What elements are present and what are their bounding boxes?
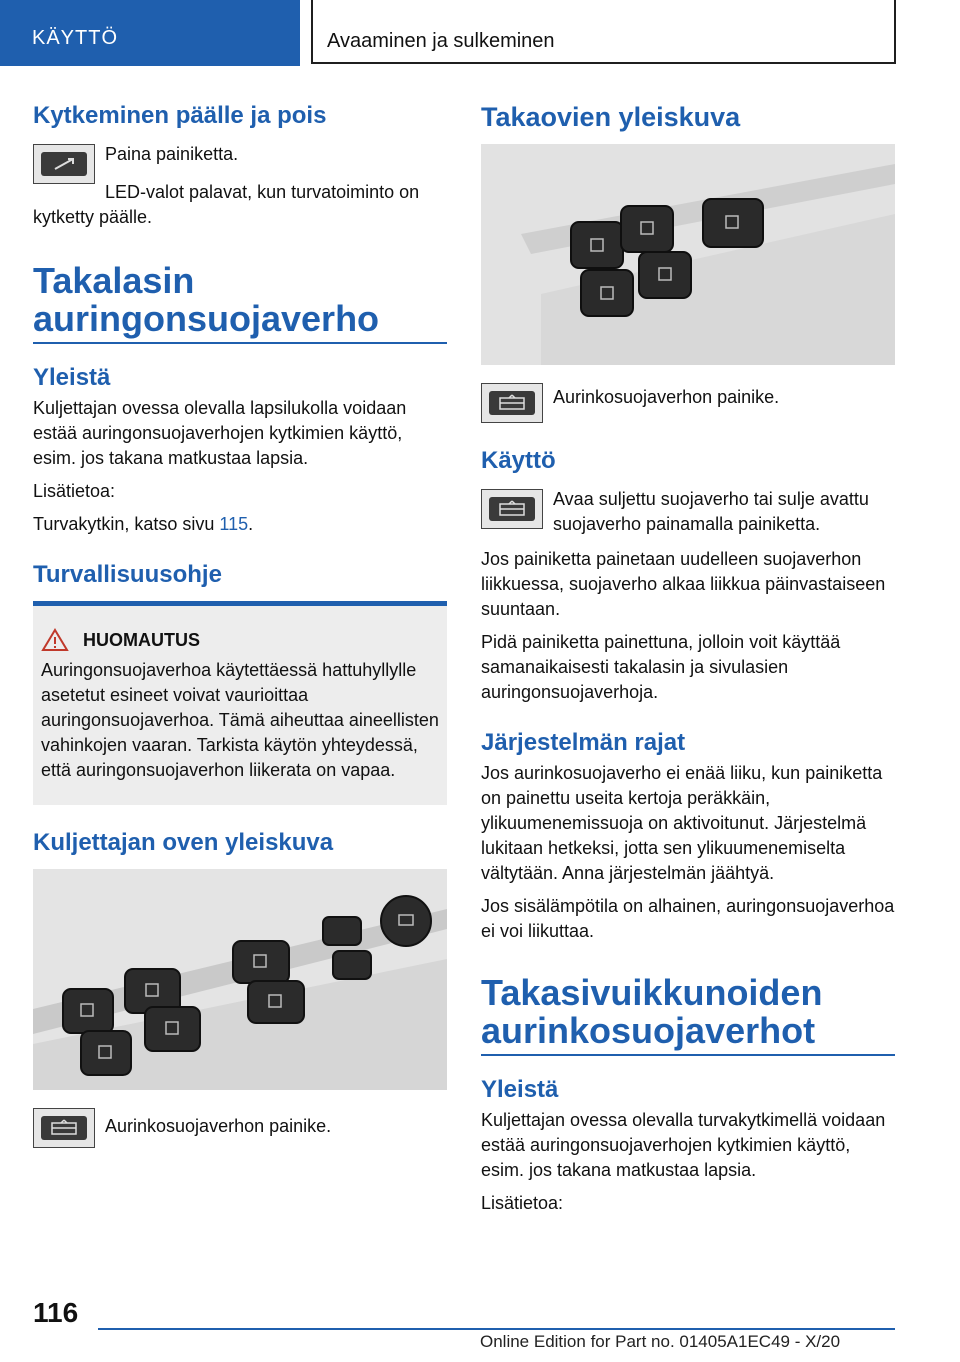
rear-doors-heading: Takaovien yleiskuva: [481, 102, 741, 132]
driver-button-caption: Aurinkosuojaverhon painike.: [105, 1116, 332, 1136]
notice-text: Auringonsuojaverhoa käytettäessä hattuhyllylle asetetut esineet voivat vaurioittaa auringonsuojaverhoa. Tämä aiheuttaa aineellisten vahinkojen vaaran. Tarkista käytön yhteydessä, että auringonsuojaverhon liikerata on vapaa.: [41, 660, 439, 780]
switch-instruction: [33, 142, 447, 190]
sunblind-button-icon: [481, 383, 543, 423]
reference-text: Turvakytkin, katso sivu: [33, 514, 215, 534]
side-general-text: Kuljettajan ovessa olevalla turvakytkimellä voidaan estää auringonsuojaverhojen kytkimien käyttö, esim. jos takana matkustaa lapsia.: [481, 1110, 886, 1180]
limits-heading: Järjestelmän rajat: [481, 729, 686, 756]
use-instruction: [481, 487, 895, 541]
switch-heading: Kytkeminen päälle ja pois: [33, 102, 327, 129]
switch-line-2: LED-valot palavat, kun turvatoiminto on kytketty päälle.: [33, 182, 420, 227]
side-sunblinds-title: Takasivuikkunoiden aurinkosuojaverhot: [481, 974, 895, 1056]
edition-note: Online Edition for Part no. 01405A1EC49 - X/20: [480, 1332, 841, 1351]
limits-paragraph-1: Jos aurinkosuojaverho ei enää liiku, kun painiketta on painettu useita kertoja peräkkäin, ylikuumenemissuoja on aktivoitunut. Järjestelmä lukitaan hetkeksi, jotta sen ylikuumenemiselta vältytään. Anna järjestelmän jäähtyä.: [481, 763, 883, 883]
driver-button-legend: [33, 1106, 447, 1154]
reference-line: [33, 512, 447, 537]
reference-end: .: [248, 514, 254, 534]
rear-sunblind-title: Takalasin auringonsuojaverho: [33, 262, 447, 344]
rear-button-caption: Aurinkosuojaverhon painike.: [553, 387, 780, 407]
right-column: [481, 100, 895, 1224]
footer-divider: [98, 1328, 895, 1330]
use-heading: Käyttö: [481, 447, 556, 474]
page-link[interactable]: 115: [219, 514, 249, 534]
general-text: Kuljettajan ovessa olevalla lapsilukolla voidaan estää auringonsuojaverhojen kytkimien käyttö, esim. jos takana matkustaa lapsia.: [33, 398, 407, 468]
left-column: [33, 100, 447, 1160]
chapter-title: Avaaminen ja sulkeminen: [311, 0, 896, 64]
notice-title: HUOMAUTUS: [83, 629, 200, 650]
use-paragraph-2: Jos painiketta painetaan uudelleen suojaverhon liikkuessa, suojaverho alkaa liikkua päinvastaiseen suuntaan.: [481, 549, 886, 619]
use-paragraph-3: Pidä painiketta painettuna, jolloin voit käyttää samanaikaisesti takalasin ja sivulasien auringonsuojaverhoja.: [481, 632, 841, 702]
warning-icon: [41, 628, 69, 652]
rear-door-switch-photo: [481, 144, 895, 365]
sunblind-button-icon: [481, 489, 543, 529]
page-header: [0, 0, 960, 66]
notice-box: [33, 601, 447, 805]
driver-door-switch-photo: [33, 869, 447, 1090]
page-number: 116: [33, 1297, 79, 1328]
side-more-info-label: Lisätietoa:: [481, 1193, 564, 1213]
section-tab[interactable]: KÄYTTÖ: [0, 0, 300, 66]
notice-header: [41, 628, 441, 652]
general-heading: Yleistä: [33, 364, 111, 391]
driver-door-heading: Kuljettajan oven yleiskuva: [33, 829, 334, 856]
limits-paragraph-2: Jos sisälämpötila on alhainen, auringonsuojaverhoa ei voi liikuttaa.: [481, 896, 895, 941]
rear-button-legend: [481, 381, 895, 429]
safety-heading: Turvallisuusohje: [33, 561, 222, 588]
more-info-label: Lisätietoa:: [33, 481, 116, 501]
switch-line-1: Paina painiketta.: [105, 144, 239, 164]
side-general-heading: Yleistä: [481, 1076, 559, 1103]
child-lock-switch-icon: [33, 144, 95, 184]
sunblind-button-icon: [33, 1108, 95, 1148]
use-text: Avaa suljettu suojaverho tai sulje avattu suojaverho painamalla painiketta.: [553, 489, 869, 534]
